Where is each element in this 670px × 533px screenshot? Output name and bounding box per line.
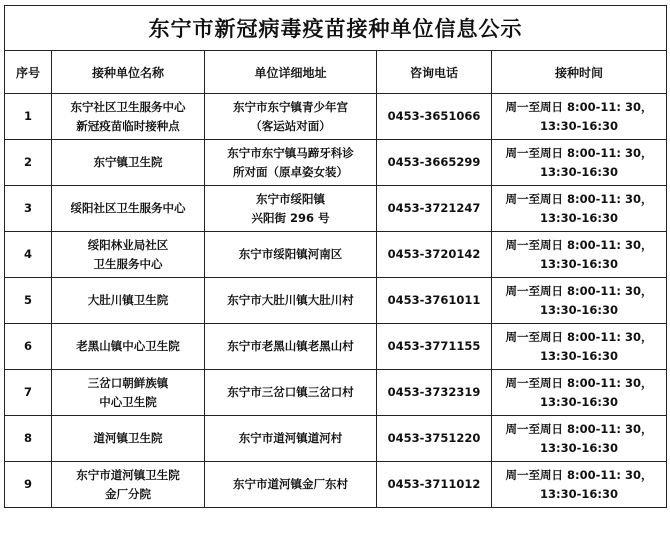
table-body [5,94,667,508]
cell-site-name [52,462,205,508]
cell-site-name-line: 大肚川镇卫生院 [87,293,169,307]
cell-phone-line: 0453-3720142 [387,247,481,261]
cell-index [5,232,52,278]
cell-index [5,416,52,462]
cell-address-line: 东宁市道河镇金厂东村 [233,477,348,491]
cell-phone [377,186,492,232]
table-row [5,232,667,278]
cell-time [492,232,667,278]
cell-site-name-line: 东宁社区卫生服务中心 [70,99,186,114]
cell-site-name-line: 中心卫生院 [99,394,157,409]
cell-time [492,278,667,324]
cell-address [205,278,377,324]
cell-phone [377,232,492,278]
cell-site-name [52,370,205,416]
header-phone: 咨询电话 [377,51,492,94]
cell-time-line: 周一至周日 8:00-11: 30， [505,283,653,298]
header-address: 单位详细地址 [205,51,377,94]
cell-index-line: 5 [23,293,32,307]
cell-time-line: 周一至周日 8:00-11: 30， [505,99,653,114]
cell-index [5,186,52,232]
cell-address-line: 东宁市大肚川镇大肚川村 [227,293,354,307]
cell-index [5,140,52,186]
cell-site-name-line: 东宁镇卫生院 [93,155,163,169]
cell-time-line: 周一至周日 8:00-11: 30， [505,375,653,390]
cell-phone [377,370,492,416]
cell-phone-line: 0453-3771155 [387,339,481,353]
cell-phone-line: 0453-3721247 [387,201,481,215]
cell-site-name [52,140,205,186]
cell-time-line: 13:30-16:30 [540,118,618,133]
table-row [5,186,667,232]
cell-time-line: 周一至周日 8:00-11: 30， [505,329,653,344]
table-row [5,94,667,140]
table-header-row [5,51,667,94]
cell-index [5,278,52,324]
header-time: 接种时间 [492,51,667,94]
page-title: 东宁市新冠病毒疫苗接种单位信息公示 [5,6,667,51]
cell-address [205,94,377,140]
cell-index-line: 8 [23,431,32,445]
cell-address-line: 所对面（原卓姿女装） [233,164,348,179]
cell-time-line: 13:30-16:30 [540,348,618,363]
cell-site-name [52,324,205,370]
table-row [5,462,667,508]
cell-site-name-line: 金厂分院 [105,486,151,501]
cell-site-name-line: 三岔口朝鲜族镇 [87,375,169,390]
cell-address-line: 兴阳街 296 号 [251,210,330,225]
cell-phone [377,94,492,140]
cell-index [5,462,52,508]
cell-address [205,462,377,508]
cell-address-line: 东宁市三岔口镇三岔口村 [227,385,354,399]
cell-time [492,370,667,416]
cell-time [492,324,667,370]
cell-phone-line: 0453-3751220 [387,431,481,445]
cell-address-line: （客运站对面） [250,118,331,133]
cell-address-line: 东宁市东宁镇马蹄牙科诊 [227,145,354,160]
cell-index [5,324,52,370]
cell-site-name [52,232,205,278]
table-row [5,370,667,416]
cell-time-line: 周一至周日 8:00-11: 30， [505,467,653,482]
cell-phone [377,278,492,324]
cell-address-line: 东宁市道河镇道河村 [238,431,343,445]
cell-index [5,94,52,140]
cell-time-line: 13:30-16:30 [540,486,618,501]
cell-phone-line: 0453-3732319 [387,385,481,399]
cell-time-line: 周一至周日 8:00-11: 30， [505,421,653,436]
cell-site-name [52,278,205,324]
cell-time-line: 13:30-16:30 [540,394,618,409]
cell-site-name-line: 新冠疫苗临时接种点 [76,118,180,133]
cell-index [5,370,52,416]
header-site-name: 接种单位名称 [52,51,205,94]
cell-address [205,140,377,186]
cell-site-name-line: 卫生服务中心 [93,256,163,271]
cell-time [492,94,667,140]
cell-time [492,462,667,508]
cell-address [205,370,377,416]
cell-phone [377,462,492,508]
cell-time-line: 13:30-16:30 [540,302,618,317]
cell-time [492,140,667,186]
cell-address [205,416,377,462]
cell-site-name [52,416,205,462]
cell-time-line: 13:30-16:30 [540,164,618,179]
cell-phone-line: 0453-3665299 [387,155,481,169]
table-row [5,324,667,370]
cell-site-name-line: 东宁市道河镇卫生院 [76,467,180,482]
cell-site-name-line: 老黑山镇中心卫生院 [76,339,180,353]
table-row [5,140,667,186]
cell-site-name [52,94,205,140]
cell-phone [377,416,492,462]
cell-time [492,186,667,232]
cell-address-line: 东宁市东宁镇青少年宫 [233,99,348,114]
cell-site-name-line: 道河镇卫生院 [93,431,163,445]
cell-time-line: 13:30-16:30 [540,440,618,455]
cell-address [205,232,377,278]
cell-site-name-line: 绥阳林业局社区 [87,237,169,252]
cell-site-name [52,186,205,232]
cell-time-line: 周一至周日 8:00-11: 30， [505,145,653,160]
table-row [5,416,667,462]
cell-time-line: 13:30-16:30 [540,256,618,271]
cell-index-line: 9 [23,477,32,491]
table-row [5,278,667,324]
cell-time [492,416,667,462]
cell-address-line: 东宁市绥阳镇 [256,191,325,206]
cell-phone [377,324,492,370]
cell-time-line: 周一至周日 8:00-11: 30， [505,191,653,206]
cell-index-line: 7 [23,385,32,399]
cell-address-line: 东宁市老黑山镇老黑山村 [227,339,354,353]
cell-index-line: 3 [23,201,32,215]
cell-phone [377,140,492,186]
cell-index-line: 1 [23,109,32,123]
cell-address [205,324,377,370]
cell-phone-line: 0453-3711012 [387,477,481,491]
cell-index-line: 4 [23,247,32,261]
cell-index-line: 2 [23,155,32,169]
cell-address-line: 东宁市绥阳镇河南区 [238,247,343,261]
cell-phone-line: 0453-3761011 [387,293,481,307]
cell-phone-line: 0453-3651066 [387,109,481,123]
header-index: 序号 [5,51,52,94]
vaccination-site-table [4,5,667,508]
cell-address [205,186,377,232]
cell-time-line: 13:30-16:30 [540,210,618,225]
cell-time-line: 周一至周日 8:00-11: 30， [505,237,653,252]
cell-index-line: 6 [23,339,32,353]
cell-site-name-line: 绥阳社区卫生服务中心 [70,201,186,215]
